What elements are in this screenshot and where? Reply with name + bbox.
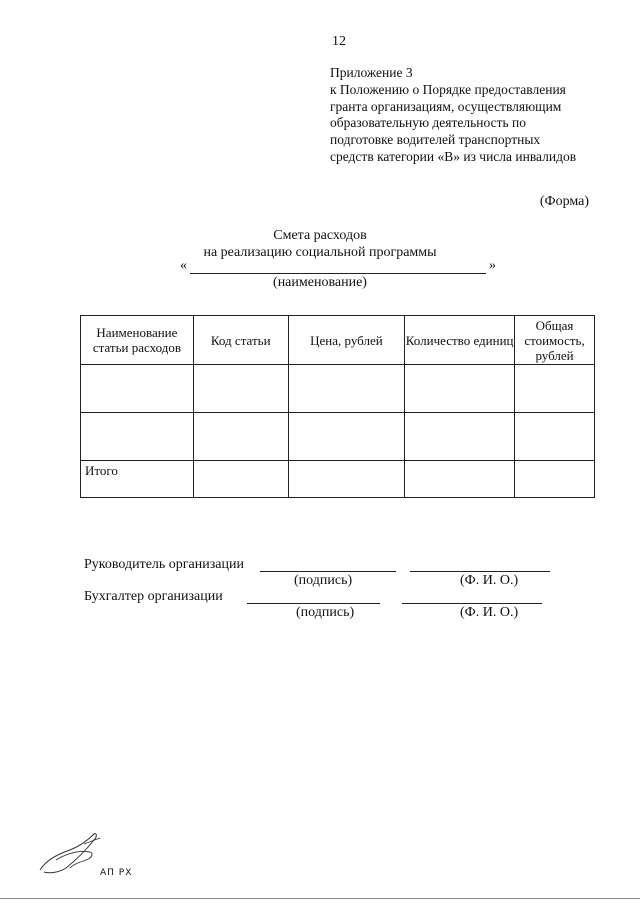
head-signature-label: Руководитель организации [84,557,244,572]
table-row [81,413,595,461]
table-cell[interactable] [81,365,194,413]
title-line-2: на реализацию социальной программы [203,245,437,260]
accountant-fio-line[interactable] [402,603,542,604]
form-label: (Форма) [539,194,589,209]
appendix-note [330,65,630,166]
expenses-table [80,315,595,498]
accountant-signature-label: Бухгалтер организации [84,589,223,604]
program-name-underline[interactable] [190,273,486,274]
table-cell[interactable] [515,413,595,461]
handwritten-signature-icon [36,830,106,878]
table-total-row [81,461,595,498]
page-bottom-edge [0,898,640,899]
appendix-line: образовательную деятельность по [330,115,526,131]
table-cell[interactable] [405,365,515,413]
quote-close: » [489,258,496,273]
head-signature-caption: (подпись) [294,573,353,588]
table-cell[interactable] [405,413,515,461]
header-price: Цена, рублей [288,316,405,365]
head-fio-caption: (Ф. И. О.) [460,573,519,588]
accountant-signature-caption: (подпись) [296,605,355,620]
header-item-name: Наименование статьи расходов [81,316,194,365]
table-cell[interactable] [515,461,595,498]
footer-code: АП РХ [100,868,133,878]
header-item-code: Код статьи [193,316,288,365]
table-cell[interactable] [193,413,288,461]
table-cell[interactable] [193,365,288,413]
header-total-cost: Общая стоимость, рублей [515,316,595,365]
table-cell[interactable] [193,461,288,498]
table-cell[interactable] [288,365,405,413]
accountant-fio-caption: (Ф. И. О.) [460,605,519,620]
table-row [81,365,595,413]
table-header-row [81,316,595,365]
appendix-line: к Положению о Порядке предоставления [330,81,566,97]
table-cell[interactable] [81,413,194,461]
program-name-field[interactable] [180,258,496,276]
table-cell[interactable] [288,461,405,498]
header-quantity: Количество единиц [405,316,515,365]
table-cell[interactable] [288,413,405,461]
head-signature-line[interactable] [260,571,396,572]
appendix-line: средств категории «В» из числа инвалидов [330,148,577,164]
table-cell[interactable] [515,365,595,413]
appendix-line: Приложение 3 [330,65,413,80]
document-title [0,227,640,261]
page-number: 12 [332,34,346,49]
title-line-1: Смета расходов [273,228,367,243]
table-cell[interactable] [405,461,515,498]
program-name-caption: (наименование) [273,275,367,290]
appendix-line: подготовке водителей транспортных [330,132,541,148]
quote-open: « [180,258,187,273]
total-label: Итого [81,461,194,498]
accountant-signature-line[interactable] [247,603,380,604]
head-fio-line[interactable] [410,571,550,572]
appendix-line: гранта организациям, осуществляющим [330,98,562,114]
